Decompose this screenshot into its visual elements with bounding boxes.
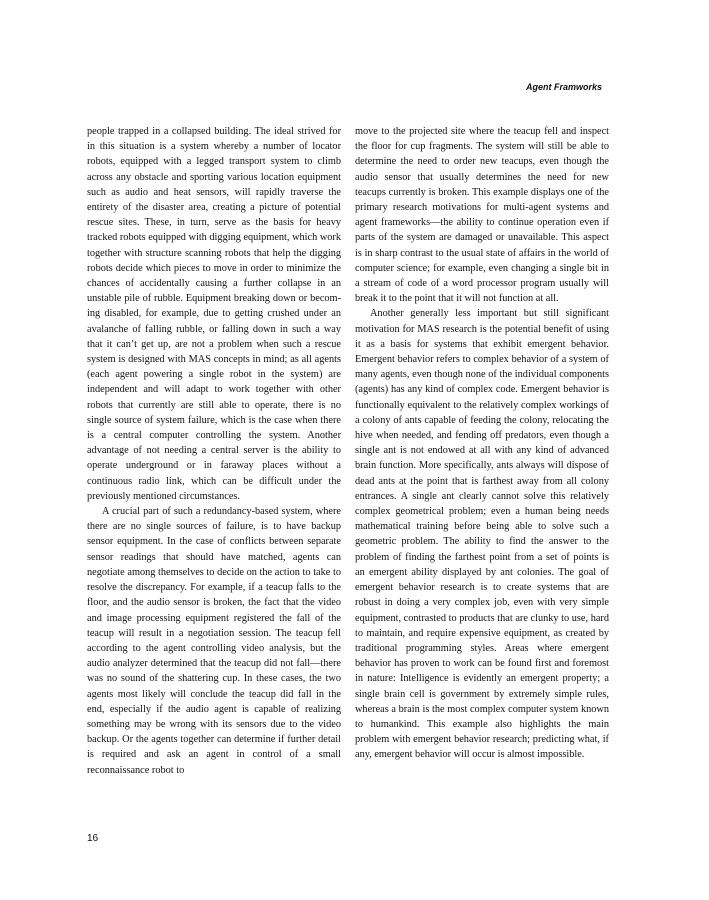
paragraph: people trapped in a collapsed building. The ideal strived for in this situation is a system whereby a number of locator robots, equipped with a legged transport system to climb across any obstacle and sporting various location equipment such as audio and heat sensors, will rapidly traverse the entirety of the disaster area, creating a picture of potential rescue sites. These, in turn, serve as the basis for heavy tracked robots equipped with digging equipment, which work together with structure scanning robots that help the digging robots decide which pieces to move in order to minimize the chances of accidentally causing a further collapse in an unstable pile of rubble. Equipment breaking down or becoming disabled, for example, due to getting crushed under an avalanche of falling rubble, or falling down in such a way that it can’t get up, are not a problem when such a rescue system is designed with MAS concepts in mind; as all agents (each agent powering a single robot in the system) are independent and will adapt to work together with other robots that currently are still able to operate, there is no single source of system failure, which is the case when there is a central computer controlling the system. Another advantage of not needing a central server is the ability to operate underground or in faraway places without a continuous radio link, which can be difficult under the previously mentioned circumstances. [87, 126, 341, 502]
page-number: 16 [87, 833, 99, 844]
left-column [87, 124, 341, 778]
paragraph: Another generally less important but still significant motivation for MAS research is the potential benefit of using it as a basis for systems that exhibit emergent behavior. Emergent behavior refers to complex behavior of a system of many agents, even though none of the individual components (agents) has any kind of complex code. Emergent behavior is functionally equivalent to the relatively complex workings of a colony of ants capable of feeding the colony, relocating the hive when needed, and fending off predators, even though a single ant is not endowed at all with any kind of advanced brain function. More specifically, ants always will dispose of dead ants at the point that is farthest away from all colony entrances. A single ant clearly cannot solve this relatively complex geometrical problem; even a human being needs mathematical training before being able to solve such a geometric problem. The ability to find the answer to the problem of finding the farthest point from a set of points is an emergent ability displayed by ant colonies. The goal of emergent behavior research is to create systems that are robust in doing a very complex job, even with very simple equipment, contrasted to products that are clunky to use, hard to maintain, and require expensive equipment, as created by traditional programming styles. Areas where emergent behavior has proven to work can be found first and foremost in nature: Intelligence is evidently an emergent property; a single brain cell is government by extremely simple rules, whereas a brain is the most complex computer system known to humankind. This example also highlights the main problem with emergent behavior research; predicting what, if any, emergent behavior will occur is almost impossible. [355, 308, 609, 761]
right-column [355, 124, 609, 763]
running-head: Agent Framworks [525, 82, 602, 92]
paragraph: move to the projected site where the teacup fell and inspect the floor for cup fragments. The system will still be able to determine the need to order new teacups, even though the audio sensor that usually determines the need for new teacups currently is broken. This example displays one of the primary research motivations for multi-agent systems and agent frameworks—the ability to continue operation even if parts of the system are damaged or unavailable. This aspect is in sharp contrast to the usual state of affairs in the world of computer science; for example, even changing a single bit in a stream of code of a word processor program usually will break it to the point that it will not function at all. [355, 126, 609, 305]
paragraph: A crucial part of such a redundancy-based system, where there are no single sources of failure, is to have backup sensor equipment. In the case of conflicts between separate sensor readings that should have matched, agents can negotiate among themselves to decide on the action to take to resolve the discrepancy. For example, if a teacup falls to the floor, and the audio sensor is broken, the fact that the video and image processing equipment registered the fall of the teacup will result in a negotiation session. The teacup fell according to the agent controlling video analysis, but the audio analyzer determined that the teacup did not fall—there was no sound of the shattering cup. In these cases, the two agents most likely will conclude the teacup did fall in the end, especially if the audio agent is capable of realizing something may be wrong with its sensors due to the video backup. Or the agents together can determine if further detail is required and ask an agent in control of a small reconnaissance robot to [87, 506, 341, 776]
